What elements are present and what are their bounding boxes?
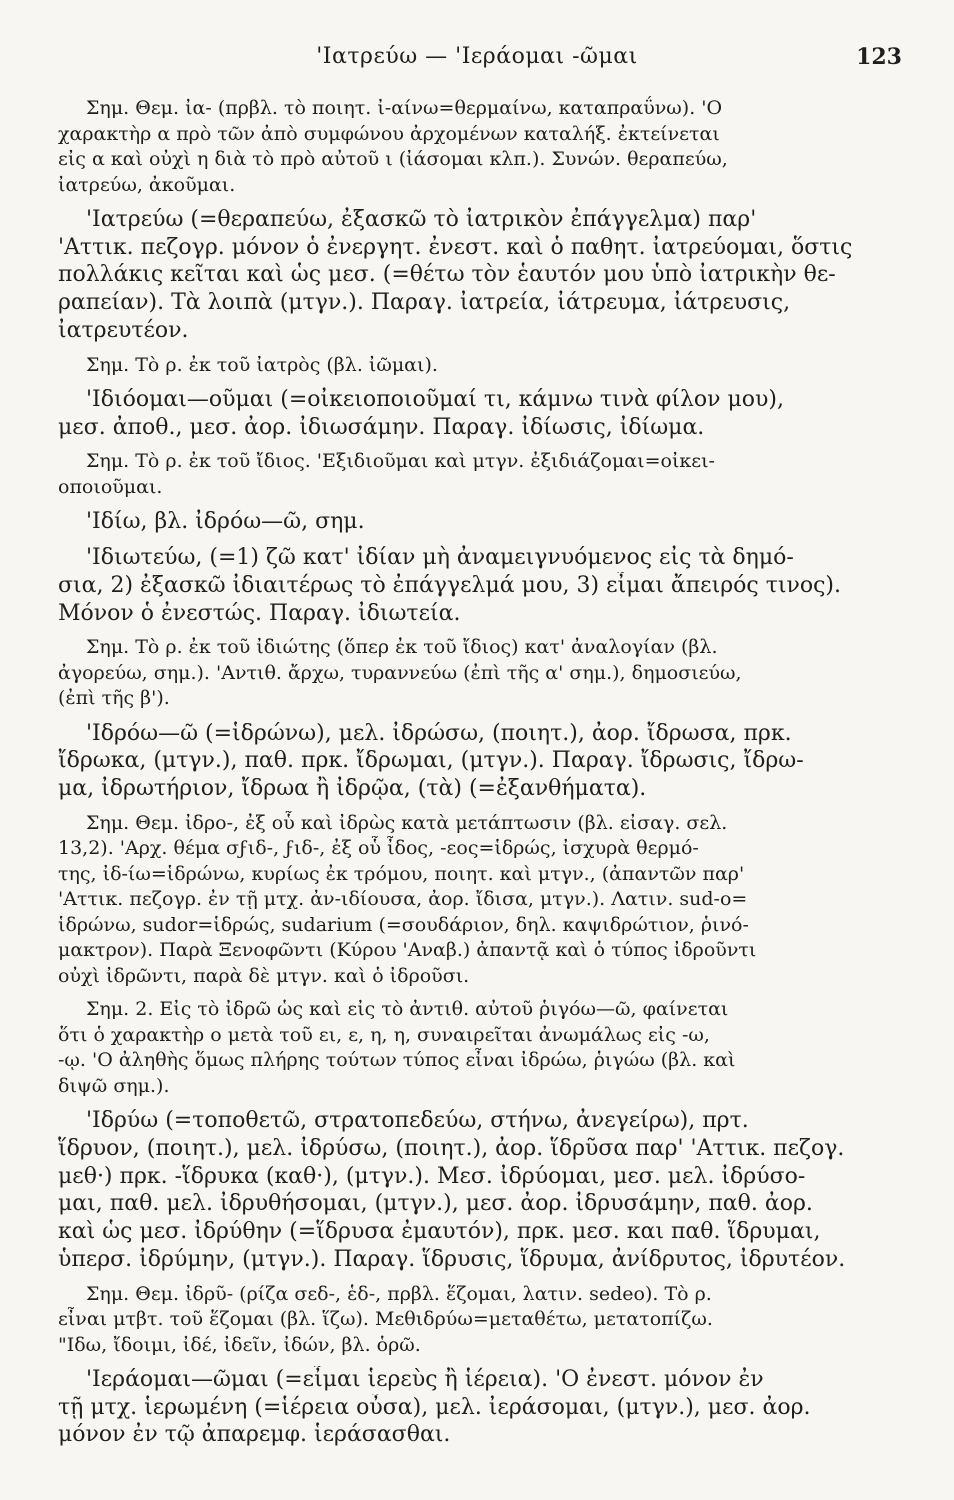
text-line: ἴδρωκα, (μτγν.), παθ. πρκ. ἴδρωμαι, (μτγν.). Παραγ. ἴδρωσις, ἴδρω- <box>58 748 804 774</box>
entries-body <box>58 96 900 1457</box>
text-line: εἶναι μτβτ. τοῦ ἕζομαι (βλ. ἵζω). Μεθιδρύω=μεταθέτω, μετατοπίζω. <box>58 1308 713 1331</box>
dictionary-entry <box>58 508 900 536</box>
note-paragraph <box>58 997 900 1099</box>
text-line: ἰατρευτέον. <box>58 317 189 343</box>
text-line: Μόνον ὁ ἐνεστώς. Παραγ. ἰδιωτεία. <box>58 600 461 626</box>
text-line: τῇ μτχ. ἱερωμένη (=ἱέρεια οὖσα), μελ. ἰεράσομαι, (μτγν.), μεσ. ἀορ. <box>58 1394 811 1420</box>
text-line: (ἐπὶ τῆς β'). <box>58 687 170 710</box>
text-line: "Ιδω, ἴδοιμι, ἰδέ, ἰδεῖν, ἰδών, βλ. ὁρῶ. <box>58 1333 421 1356</box>
dictionary-entry <box>58 720 900 803</box>
text-line: Σημ. Τὸ ρ. ἐκ τοῦ ἰατρὸς (βλ. ἰῶμαι). <box>86 353 438 376</box>
text-line: ὅτι ὁ χαρακτὴρ ο μετὰ τοῦ ει, ε, η, η, συναιρεῖται ἀνωμάλως εἰς -ω, <box>58 1023 710 1046</box>
text-line: ἵδρυον, (ποιητ.), μελ. ἰδρύσω, (ποιητ.), ἀορ. ἵδρῦσα παρ' 'Αττικ. πεζογ. <box>58 1136 845 1162</box>
dictionary-entry <box>58 544 900 627</box>
text-line: 'Ιδρύω (=τοποθετῶ, στρατοπεδεύω, στήνω, ἀνεγείρω), πρτ. <box>86 1108 749 1134</box>
note-paragraph <box>58 96 900 198</box>
dictionary-entry <box>58 206 900 345</box>
dictionary-entry <box>58 1366 900 1449</box>
text-line: σια, 2) ἐξασκῶ ἰδιαιτέρως τὸ ἐπάγγελμά μου, 3) εἶμαι ἄπειρός τινος). <box>58 572 842 598</box>
text-line: -ῳ. 'Ο ἀληθὴς ὅμως πλήρης τούτων τύπος εἶναι ἰδρώω, ῥιγώω (βλ. καὶ <box>58 1049 736 1072</box>
text-line: ραπείαν). Τὰ λοιπὰ (μτγν.). Παραγ. ἰατρεία, ἰάτρευμα, ἰάτρευσις, <box>58 290 791 316</box>
note-paragraph <box>58 635 900 712</box>
text-line: Σημ. Θεμ. ἰδρῦ- (ρίζα σεδ-, ἑδ-, πρβλ. ἕζομαι, λατιν. sedeo). Τὸ ρ. <box>86 1282 712 1305</box>
note-paragraph <box>58 449 900 500</box>
text-line: διψῶ σημ.). <box>58 1074 170 1097</box>
text-line: 'Αττικ. πεζογρ. ἐν τῇ μτχ. ἀν-ιδίουσα, ἀορ. ἴδισα, μτγν.). Λατιν. sud-o= <box>58 888 748 911</box>
text-line: χαρακτὴρ α πρὸ τῶν ἀπὸ συμφώνου ἀρχομένων καταλήξ. ἐκτείνεται <box>58 122 720 145</box>
text-line: Σημ. Θεμ. ἰα- (πρβλ. τὸ ποιητ. ἰ-αίνω=θερμαίνω, καταπραΰνω). 'Ο <box>86 97 723 119</box>
text-line: 'Ιδιωτεύω, (=1) ζῶ κατ' ἰδίαν μὴ ἀναμειγνυόμενος εἰς τὰ δημό- <box>86 545 794 571</box>
text-line: πολλάκις κεῖται καὶ ὡς μεσ. (=θέτω τὸν ἑαυτόν μου ὑπὸ ἰατρικὴν θε- <box>58 262 836 288</box>
page-number: 123 <box>856 44 902 70</box>
text-line: ἰατρεύω, ἀκοῦμαι. <box>58 173 236 196</box>
text-line: ἱδρώνω, sudor=ἱδρώς, sudarium (=σουδάριον, δηλ. καψιδρώτιον, ῥινό- <box>58 913 749 936</box>
text-line: οποιοῦμαι. <box>58 475 163 498</box>
text-line: μόνον ἐν τῷ ἀπαρεμφ. ἱεράσασθαι. <box>58 1422 451 1448</box>
text-line: 'Ιατρεύω (=θεραπεύω, ἐξασκῶ τὸ ἰατρικὸν ἐπάγγελμα) παρ' <box>86 207 757 232</box>
text-line: 'Ιδιόομαι—οῦμαι (=οἰκειοποιοῦμαί τι, κάμνω τινὰ φίλον μου), <box>86 387 784 413</box>
text-line: Σημ. Τὸ ρ. ἐκ τοῦ ἴδιος. 'Εξιδιοῦμαι καὶ μτγν. ἐξιδιάζομαι=οἰκει- <box>86 450 715 473</box>
text-line: ὑπερσ. ἰδρύμην, (μτγν.). Παραγ. ἵδρυσις, ἵδρυμα, ἀνίδρυτος, ἰδρυτέον. <box>58 1246 846 1272</box>
text-line: Σημ. Θεμ. ἰδρο-, ἐξ οὗ καὶ ἰδρὼς κατὰ μετάπτωσιν (βλ. εἰσαγ. σελ. <box>86 811 728 834</box>
text-line: της, ἰδ-ίω=ἱδρώνω, κυρίως ἐκ τρόμου, ποιητ. καὶ μτγν., (ἀπαντῶν παρ' <box>58 862 745 885</box>
note-paragraph <box>58 1282 900 1359</box>
text-line: οὐχὶ ἰδρῶντι, παρὰ δὲ μτγν. καὶ ὁ ἰδροῦσι. <box>58 964 470 987</box>
note-paragraph <box>58 811 900 990</box>
text-line: 'Ιδίω, βλ. ἰδρόω—ῶ, σημ. <box>86 509 365 535</box>
text-line: Σημ. Τὸ ρ. ἐκ τοῦ ἰδιώτης (ὅπερ ἐκ τοῦ ἴδιος) κατ' ἀναλογίαν (βλ. <box>86 636 718 659</box>
dictionary-entry <box>58 1107 900 1273</box>
text-line: καὶ ὡς μεσ. ἰδρύθην (=ἵδρυσα ἐμαυτόν), πρκ. μεσ. και παθ. ἵδρυμαι, <box>58 1219 821 1245</box>
text-line: Σημ. 2. Εἰς τὸ ἰδρῶ ὡς καὶ εἰς τὸ ἀντιθ. αὐτοῦ ῥιγόω—ῶ, φαίνεται <box>86 998 729 1021</box>
text-line: 'Αττικ. πεζογρ. μόνον ὁ ἐνεργητ. ἐνεστ. καὶ ὁ παθητ. ἰατρεύομαι, ὅστις <box>58 234 853 260</box>
text-line: 'Ιεράομαι—ῶμαι (=εἶμαι ἱερεὺς ἢ ἱέρεια). 'Ο ἐνεστ. μόνον ἐν <box>86 1367 764 1393</box>
note-paragraph <box>58 353 900 379</box>
text-line: μακτρον). Παρὰ Ξενοφῶντι (Κύρου 'Αναβ.) ἀπαντᾷ καὶ ὁ τύπος ἰδροῦντι <box>58 939 757 962</box>
text-line: μα, ἰδρωτήριον, ἴδρωα ἢ ἰδρῷα, (τὰ) (=ἐξανθήματα). <box>58 776 647 802</box>
text-line: μεσ. ἀποθ., μεσ. ἀορ. ἰδιωσάμην. Παραγ. ἰδίωσις, ἰδίωμα. <box>58 414 705 440</box>
text-line: εἰς α καὶ οὐχὶ η διὰ τὸ πρὸ αὐτοῦ ι (ἰάσομαι κλπ.). Συνών. θεραπεύω, <box>58 148 728 170</box>
text-line: 'Ιδρόω—ῶ (=ἱδρώνω), μελ. ἰδρώσω, (ποιητ.), ἀορ. ἴδρωσα, πρκ. <box>86 720 792 746</box>
page-header <box>0 44 954 84</box>
text-line: 13,2). 'Αρχ. θέμα σϝιδ-, ϝιδ-, ἐξ οὗ ἶδος, -εος=ἱδρώς, ἰσχυρὰ θερμό- <box>58 837 699 860</box>
text-line: ἀγορεύω, σημ.). 'Αντιθ. ἄρχω, τυραννεύω (ἐπὶ τῆς α' σημ.), δημοσιεύω, <box>58 661 742 684</box>
dictionary-entry <box>58 386 900 441</box>
text-line: μαι, παθ. μελ. ἰδρυθήσομαι, (μτγν.), μεσ. ἀορ. ἰδρυσάμην, παθ. ἀορ. <box>58 1191 813 1217</box>
text-line: μεθ·) πρκ. -ἵδρυκα (καθ·), (μτγν.). Μεσ. ἰδρύομαι, μεσ. μελ. ἰδρύσο- <box>58 1163 806 1189</box>
running-title: 'Ιατρεύω — 'Ιεράομαι -ῶμαι <box>316 44 638 69</box>
